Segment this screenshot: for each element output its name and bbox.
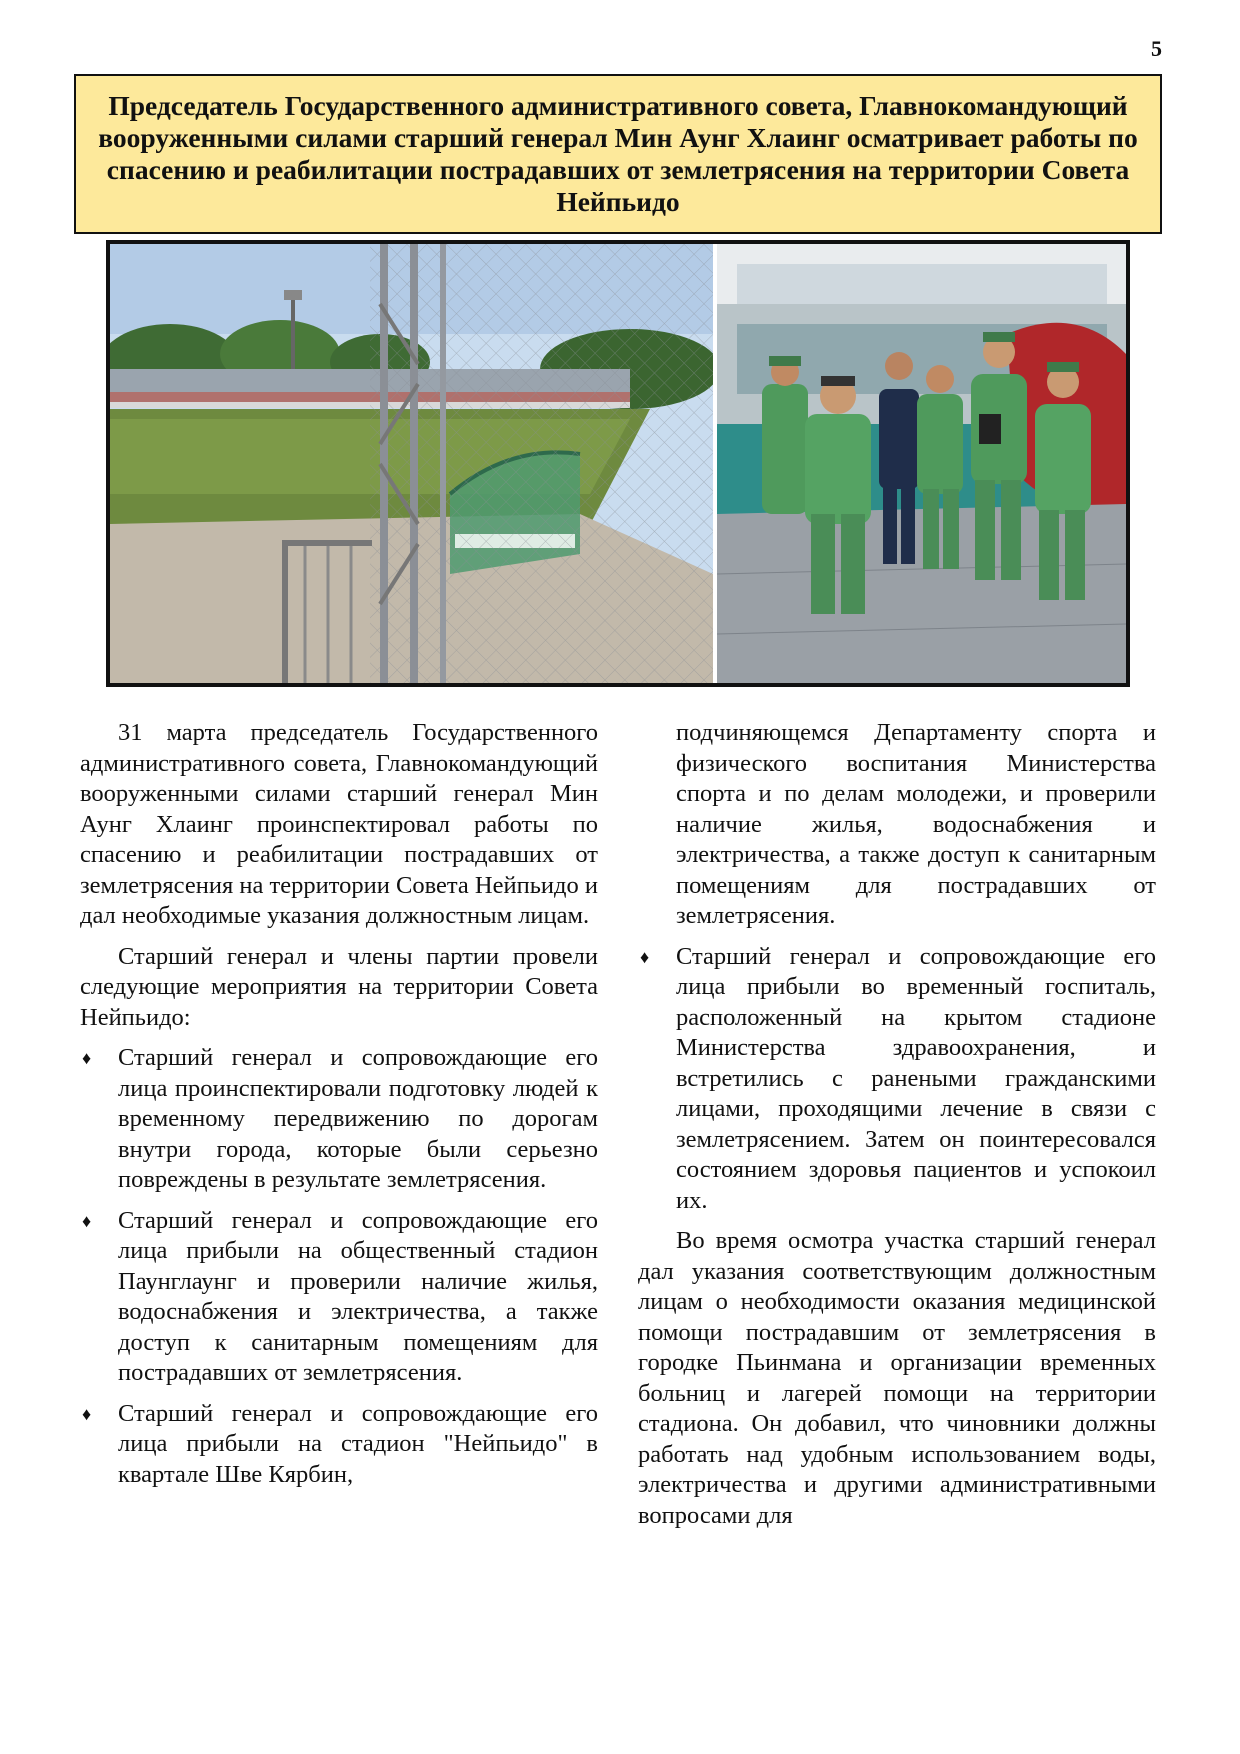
right-column (638, 718, 1156, 1541)
list-item-text: Старший генерал и сопровождающие его лица прибыли на стадион "Нейпьидо" в квартале Шве Кярбин, (118, 1399, 598, 1488)
activities-list (80, 1043, 598, 1490)
headline-box (74, 74, 1162, 234)
paragraph-intro: 31 марта председатель Государственного административного совета, Главнокомандующий вооруженными силами старший генерал Мин Аунг Хлаинг проинспектировал работы по спасению и реабилитации пострадавших от землетрясения на территории Совета Нейпьидо и дал необходимые указания должностным лицам. (80, 719, 598, 929)
list-item-continued (638, 718, 1156, 932)
diamond-bullet-icon: ♦ (82, 1403, 92, 1424)
officials-photo (717, 244, 1126, 683)
page-number: 5 (1151, 36, 1162, 61)
activities-list-continued (638, 718, 1156, 1216)
diamond-bullet-icon: ♦ (82, 1210, 92, 1231)
list-item-text: подчиняющемся Департаменту спорта и физического воспитания Министерства спорта и по делам молодежи, и проверили наличие жилья, водоснабжения и электричества, а также доступ к санитарным помещениям для пострадавших от землетрясения. (676, 719, 1156, 929)
officials-illustration (717, 244, 1126, 683)
diamond-bullet-icon: ♦ (640, 946, 650, 967)
stadium-photo (110, 244, 713, 683)
stadium-illustration (110, 244, 713, 683)
diamond-bullet-icon: ♦ (82, 1048, 92, 1068)
list-item (638, 942, 1156, 1217)
list-item-text: Старший генерал и сопровождающие его лица проинспектировали подготовку людей к временному передвижению по дорогам внутри города, которые были серьезно повреждены в результате землетрясения. (118, 1044, 598, 1193)
list-item (80, 1399, 598, 1491)
list-item (80, 1206, 598, 1389)
paragraph-instructions: Во время осмотра участка старший генерал дал указания соответствующим должностным лицам о необходимости оказания медицинской помощи пострадавшим от землетрясения в городке Пьинмана и организации временных больниц и лагерей помощи на территории стадиона. Он добавил, что чиновники должны работать над удобным использованием воды, электричества и другими административными вопросами для (638, 1227, 1156, 1529)
list-item (80, 1043, 598, 1196)
list-item-text: Старший генерал и сопровождающие его лица прибыли во временный госпиталь, расположенный на крытом стадионе Министерства здравоохранения, и встретились с ранеными гражданскими лицами, проходящими лечение в связи с землетрясением. Затем он поинтересовался состоянием здоровья пациентов и успокоил их. (676, 942, 1156, 1214)
list-item-text: Старший генерал и сопровождающие его лица прибыли на общественный стадион Паунглаунг и проверили наличие жилья, водоснабжения и электричества, а также доступ к санитарным помещениям для пострадавших от землетрясения. (118, 1206, 598, 1386)
paragraph-activities: Старший генерал и члены партии провели следующие мероприятия на территории Совета Нейпьидо: (80, 942, 598, 1031)
photo-frame (106, 240, 1130, 687)
headline: Председатель Государственного административного совета, Главнокомандующий вооруженными силами старший генерал Мин Аунг Хлаинг осматривает работы по спасению и реабилитации пострадавших от землетрясения на территории Совета Нейпьидо (98, 90, 1138, 217)
left-column (80, 718, 598, 1500)
